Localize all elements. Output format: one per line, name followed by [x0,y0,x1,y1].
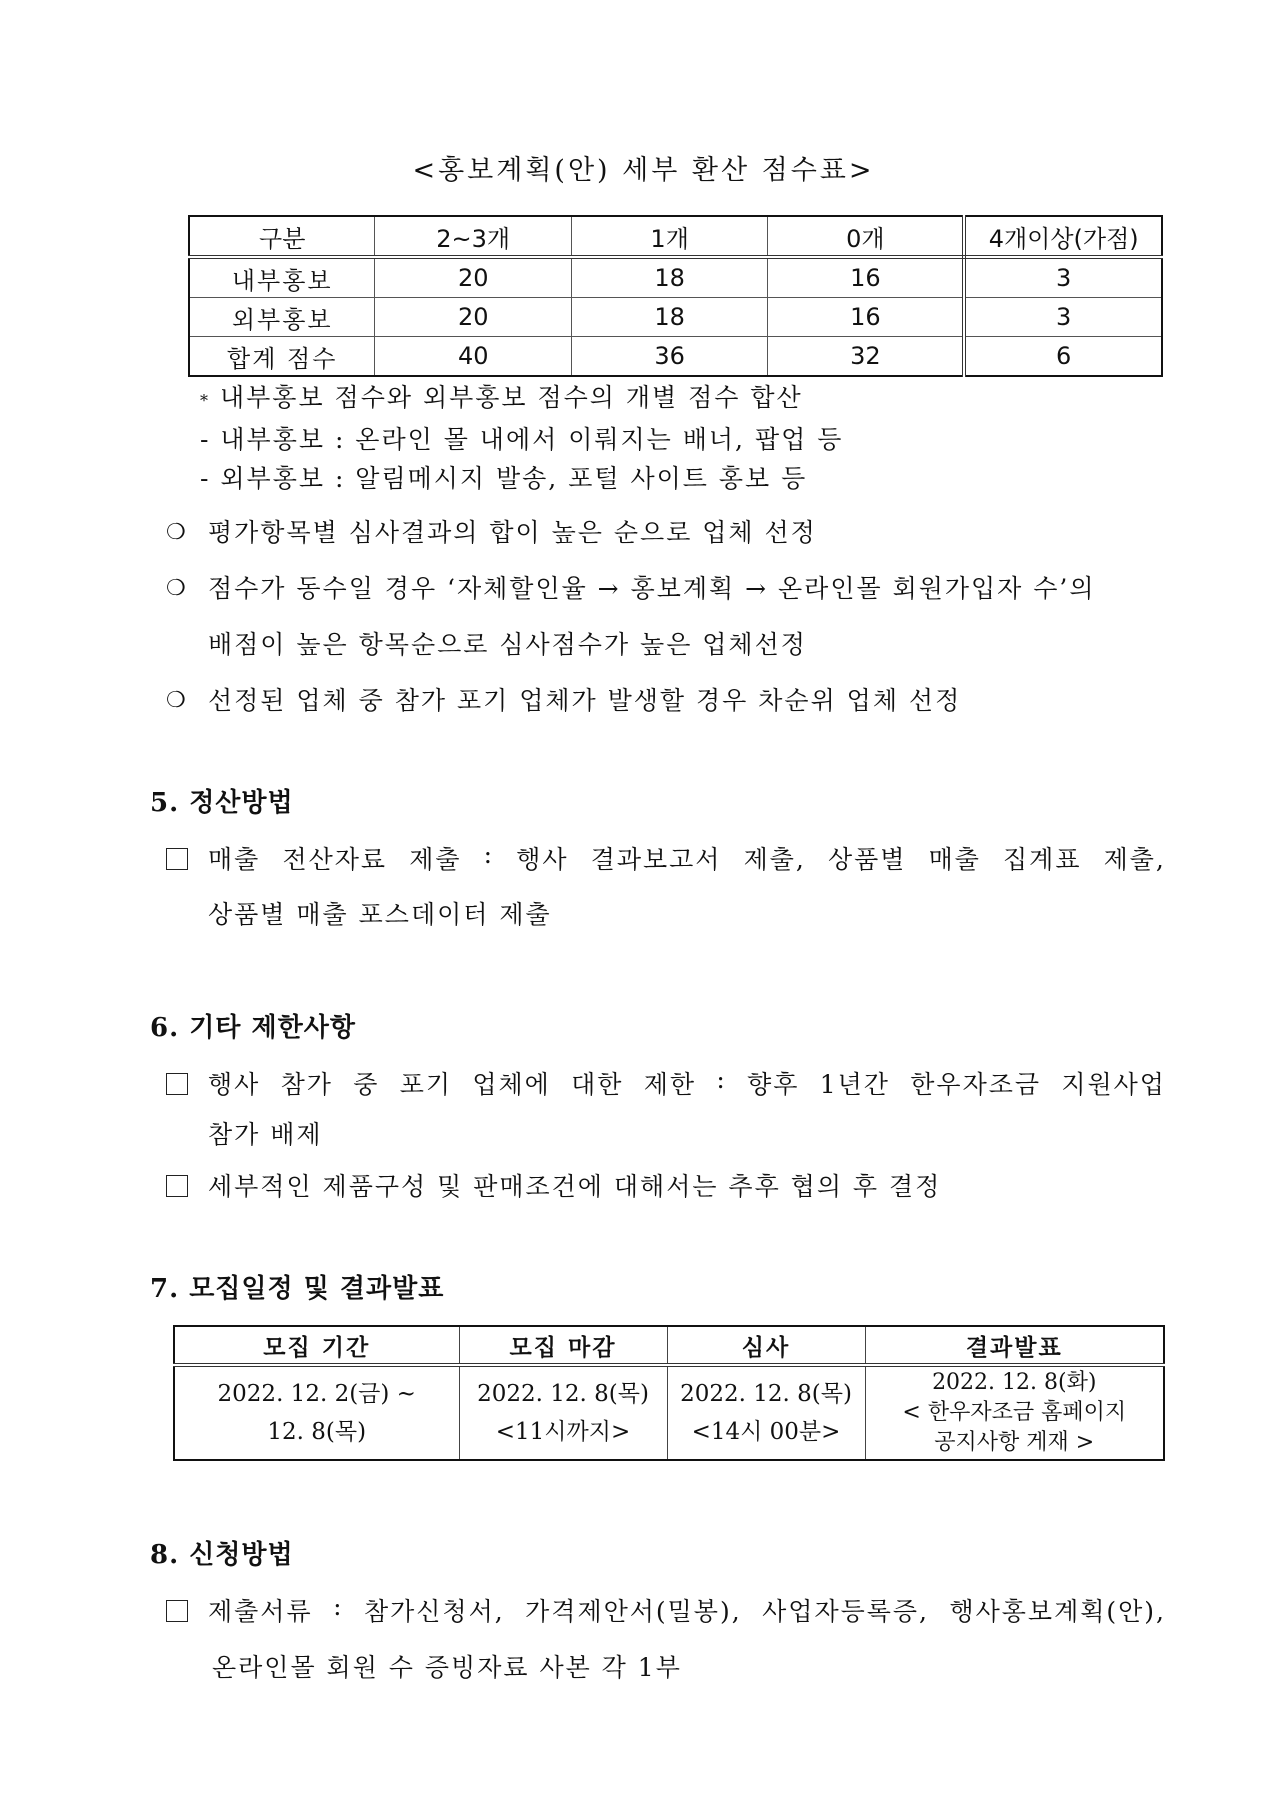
circle-bullet-icon: ❍ [166,688,188,713]
word: 상품별 [827,845,907,874]
cell-line: 2022. 12. 2(금) ~ [217,1381,416,1407]
table-cell: 20 [375,298,571,337]
square-bullet-icon [166,1600,188,1622]
checkbox-item [166,1065,1166,1101]
square-bullet-icon [166,1175,188,1197]
header-cell: 심사 [667,1326,865,1365]
table-row [189,257,1162,298]
word: 행사 [208,1070,261,1099]
note-line: - 외부홍보 : 알림메시지 발송, 포털 사이트 홍보 등 [200,464,808,493]
word: 사업자등록증, [762,1597,929,1626]
word: 매출 [208,845,261,874]
table-cell: 18 [571,298,767,337]
circle-bullet-icon: ❍ [166,520,188,545]
justified-line [166,1065,1166,1101]
cell-line: 공지사항 게재 > [934,1430,1095,1455]
list-item-text: 평가항목별 심사결과의 합이 높은 순으로 업체 선정 [208,518,817,547]
header-cell: 결과발표 [865,1326,1164,1365]
header-cell: 2~3개 [375,216,571,257]
word: 1년간 [819,1070,890,1099]
list-item [166,505,1096,561]
selection-criteria [166,505,1096,729]
score-table-header [189,216,1162,257]
word: 중 [353,1070,380,1099]
word: 포기 [399,1070,453,1099]
justified-line [166,1592,1166,1628]
word: : [333,1592,344,1621]
row-label: 합계 점수 [189,337,375,377]
checkbox-item-text: 세부적인 제품구성 및 판매조건에 대해서는 추후 협의 후 결정 [208,1172,942,1201]
word: 행사 [516,845,569,874]
section-heading: 8. 신청방법 [150,1540,294,1570]
justified-line [166,840,1166,876]
table-cell: 32 [768,337,964,377]
word: 향후 [747,1070,800,1099]
section-heading: 5. 정산방법 [150,788,294,818]
circle-bullet-icon: ❍ [166,576,188,601]
list-item-text: 선정된 업체 중 참가 포기 업체가 발생할 경우 차순위 업체 선정 [208,686,962,715]
checkbox-item-continuation: 참가 배제 [208,1120,323,1149]
square-bullet-icon [166,848,188,870]
checkbox-item [166,1167,941,1203]
cell-line: 12. 8(목) [267,1419,367,1445]
table-cell: 36 [571,337,767,377]
word: : [483,840,495,869]
table-cell: 16 [768,298,964,337]
square-bullet-icon [166,1073,188,1095]
word: 전산자료 [282,845,388,874]
header-cell: 0개 [768,216,964,257]
header-cell: 4개이상(가점) [964,216,1162,257]
table-row [174,1365,1164,1460]
table-cell: 18 [571,257,767,298]
table-row [189,298,1162,337]
list-item [166,561,1096,617]
checkbox-item-continuation: 온라인몰 회원 수 증빙자료 사본 각 1부 [212,1653,682,1682]
score-table [188,215,1163,377]
header-cell: 구분 [189,216,375,257]
cell-line: <14시 00분> [691,1419,841,1445]
checkbox-item [166,840,1166,876]
note-line: - 내부홍보 : 온라인 몰 내에서 이뤄지는 배너, 팝업 등 [200,425,844,454]
checkbox-label-start [166,840,260,876]
score-notes [200,378,843,498]
table-cell: 20 [375,257,571,298]
word: 지원사업 [1061,1070,1166,1099]
list-item-text: 점수가 동수일 경우 ‘자체할인율 → 홍보계획 → 온라인몰 회원가입자 수’의 [208,574,1096,603]
row-label: 외부홍보 [189,298,375,337]
asterisk-mark: * [200,391,210,410]
word: 집계표 [1003,845,1082,874]
word: 매출 [928,845,981,874]
schedule-table [173,1325,1165,1461]
word: 결과보고서 [590,845,722,874]
cell-line: < 한우자조금 홈페이지 [902,1400,1127,1425]
word: 참가 [280,1070,333,1099]
header-cell: 1개 [571,216,767,257]
note-text: 내부홍보 점수와 외부홍보 점수의 개별 점수 합산 [220,383,803,412]
schedule-table-header [174,1326,1164,1365]
deadline-cell [459,1365,667,1460]
word: 제출서류 [208,1597,313,1626]
review-cell [667,1365,865,1460]
cell-line: <11시까지> [495,1419,631,1445]
word: 제출, [1103,845,1166,874]
table-cell: 3 [964,298,1162,337]
word: 한우자조금 [910,1070,1042,1099]
checkbox-label-start [166,1065,260,1101]
word: 업체에 [472,1070,551,1099]
table-cell: 3 [964,257,1162,298]
section-heading: 7. 모집일정 및 결과발표 [150,1274,445,1304]
list-item-continuation: 배점이 높은 항목순으로 심사점수가 높은 업체선정 [208,630,807,659]
checkbox-item [166,1592,1166,1628]
cell-line: 2022. 12. 8(목) [680,1381,852,1407]
word: : [716,1065,727,1094]
header-cell: 모집 기간 [174,1326,459,1365]
word: 제한 [643,1070,697,1099]
cell-line: 2022. 12. 8(목) [477,1381,649,1407]
result-announcement-cell [865,1365,1164,1460]
table-cell: 40 [375,337,571,377]
section-heading: 6. 기타 제한사항 [150,1013,356,1043]
score-table-title: <홍보계획(안) 세부 환산 점수표> [412,155,875,186]
table-cell: 16 [768,257,964,298]
header-cell: 모집 마감 [459,1326,667,1365]
checkbox-label-start [166,1592,313,1628]
table-row [189,337,1162,377]
note-line [200,378,843,420]
word: 가격제안서(밀봉), [525,1597,742,1626]
row-label: 내부홍보 [189,257,375,298]
word: 대한 [571,1070,624,1099]
word: 행사홍보계획(안), [949,1597,1166,1626]
word: 참가신청서, [363,1597,505,1626]
list-item [166,673,1096,729]
cell-line: 2022. 12. 8(화) [932,1370,1097,1395]
recruitment-period-cell [174,1365,459,1460]
checkbox-item-continuation: 상품별 매출 포스데이터 제출 [208,900,552,929]
word: 제출, [743,845,806,874]
word: 제출 [409,845,462,874]
table-cell: 6 [964,337,1162,377]
